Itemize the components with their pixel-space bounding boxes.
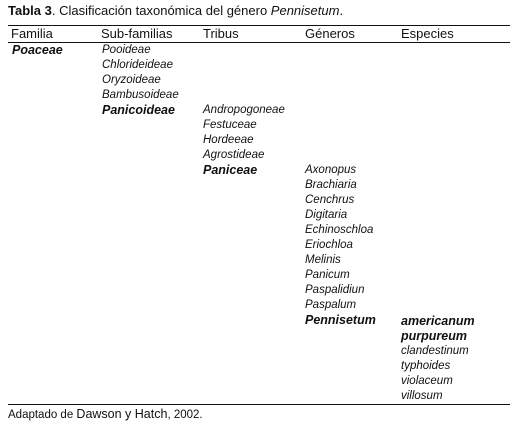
taxon-item: Pooideae [102,44,151,56]
caption-text: . Clasificación taxonómica del género [51,3,271,18]
taxon-item: purpureum [401,329,467,343]
taxon-item: typhoides [401,360,451,372]
taxon-item: Paniceae [203,163,258,177]
familia-column [12,43,63,58]
header-generos: Géneros [305,26,355,41]
taxon-item: Brachiaria [305,179,357,191]
taxon-item: americanum [401,314,475,328]
taxon-item: Eriochloa [305,239,353,251]
table-caption [8,3,343,18]
taxon-item: Panicoideae [102,103,175,117]
taxon-item: Bambusoideae [102,89,179,101]
taxon-item: Panicum [305,269,350,281]
taxon-item: Agrostideae [203,149,265,161]
taxon-item: Digitaria [305,209,348,221]
subfamilias-column [102,43,179,118]
taxon-item: Echinoschloa [305,224,374,236]
source-year: , 2002. [167,409,203,421]
header-especies: Especies [401,26,454,41]
taxon-item: Pennisetum [305,313,376,327]
taxon-item: Melinis [305,254,341,266]
caption-genus: Pennisetum [270,3,340,18]
taxon-item: Oryzoideae [102,74,161,86]
taxon-item: Chlorideideae [102,59,173,71]
table-header-rule [8,42,510,43]
taxon-item: villosum [401,390,443,402]
taxon-item: Poaceae [12,43,63,57]
taxon-item: Andropogoneae [203,104,285,116]
caption-label: Tabla 3 [8,3,52,18]
caption-end: . [339,3,344,18]
taxon-item: Paspalum [305,299,357,311]
generos-column [305,163,376,328]
header-familia: Familia [11,26,53,41]
taxon-item: violaceum [401,375,453,387]
header-subfamilias: Sub-familias [101,26,173,41]
taxon-item: Hordeeae [203,134,254,146]
source-authors: Dawson y Hatch [76,407,168,421]
source-prefix: Adaptado de [8,409,77,421]
taxon-item: Festuceae [203,119,257,131]
especies-column [401,314,475,404]
header-tribus: Tribus [203,26,239,41]
taxon-item: clandestinum [401,345,469,357]
taxon-item: Cenchrus [305,194,355,206]
source-note [8,407,203,421]
taxon-item: Axonopus [305,164,357,176]
table-bottom-rule [8,404,510,405]
tribus-column [203,103,285,178]
taxon-item: Paspalidiun [305,284,365,296]
